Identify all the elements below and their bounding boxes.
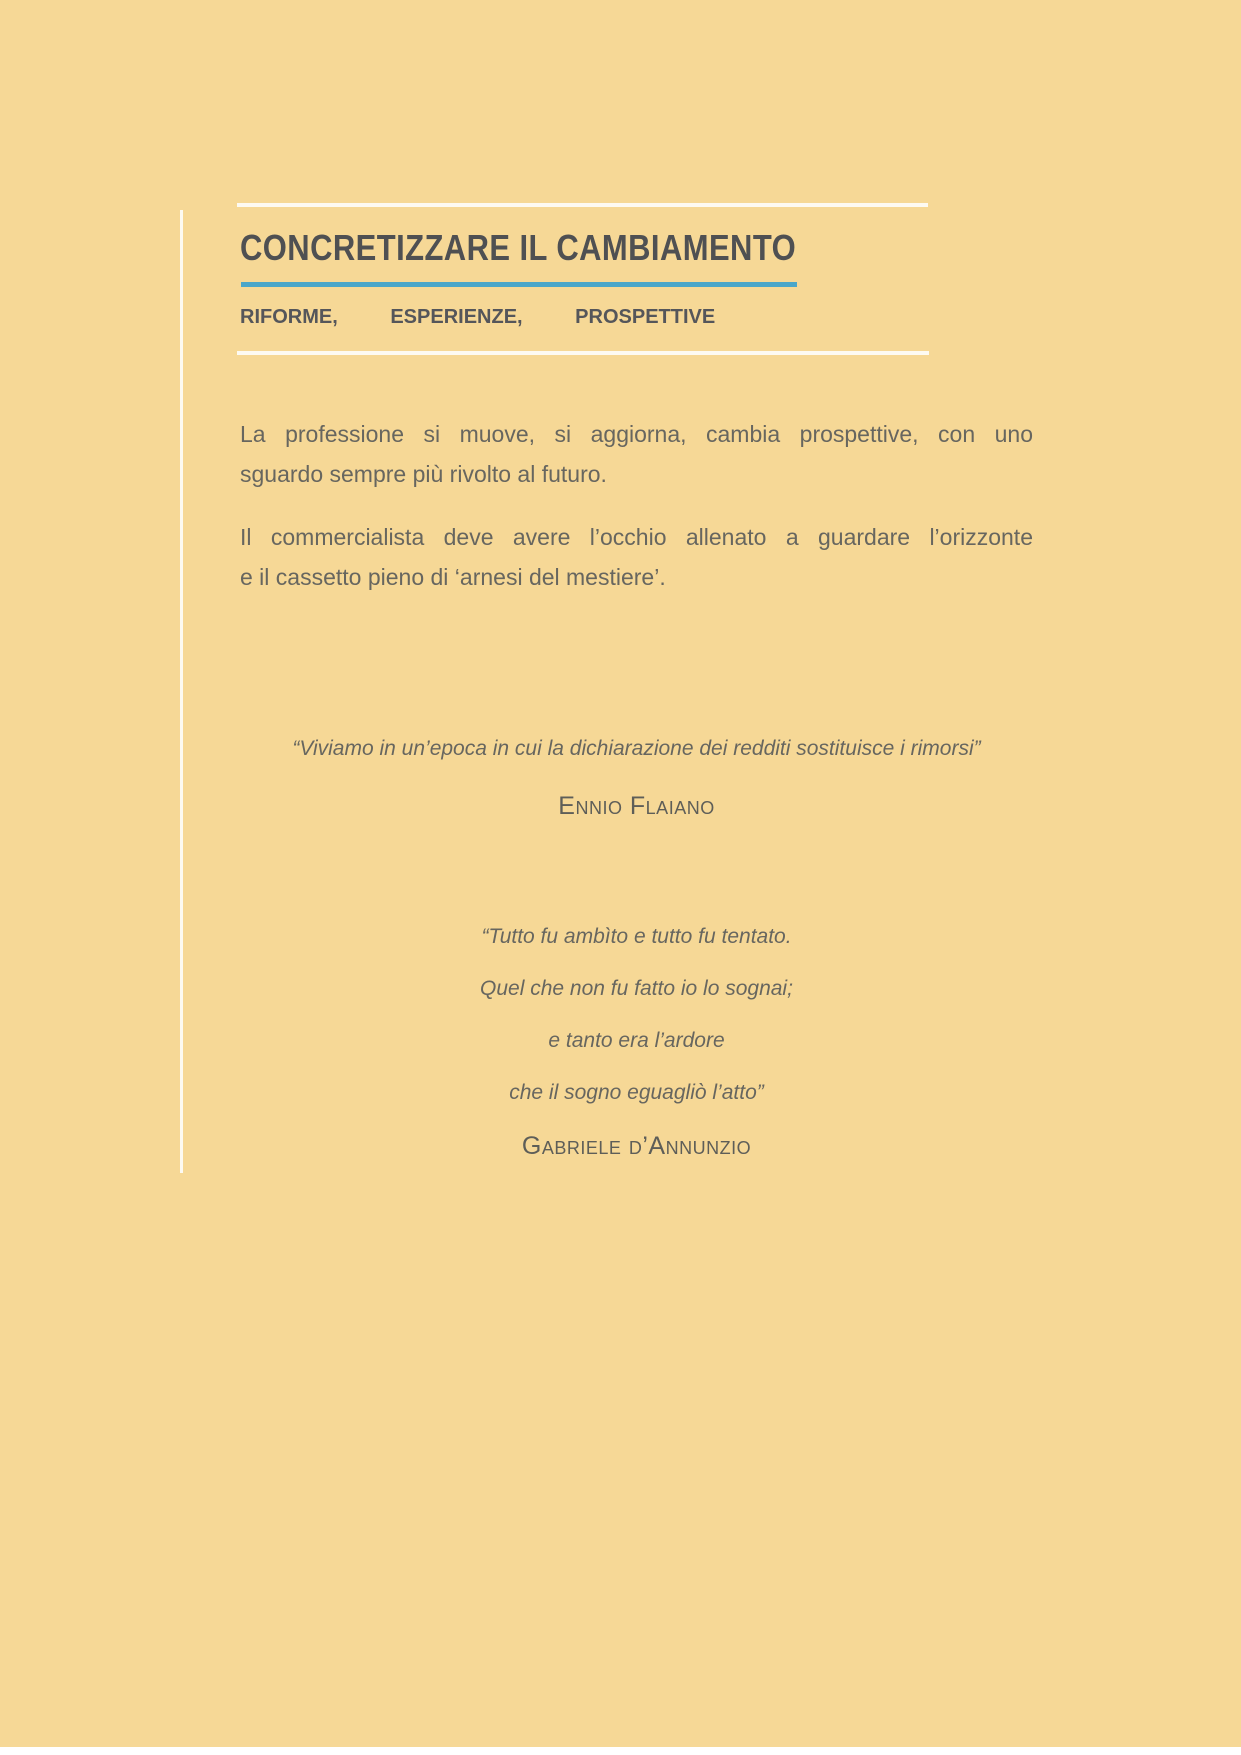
page-title: CONCRETIZZARE IL CAMBIAMENTO xyxy=(240,227,797,268)
title-underline xyxy=(241,282,797,287)
top-rule xyxy=(237,203,928,207)
quote-dannunzio-attribution: Gabriele d’Annunzio xyxy=(521,1132,752,1160)
quote-dannunzio-line-1: “Tutto fu ambìto e tutto fu tentato. xyxy=(481,925,792,948)
quote-dannunzio-line-3: e tanto era l’ardore xyxy=(548,1029,725,1052)
body-paragraph-1 xyxy=(240,414,1033,494)
body-paragraph-1-line-2: sguardo sempre più rivolto al futuro. xyxy=(240,461,607,487)
page-subtitle xyxy=(240,306,715,328)
subtitle-word-esperienze: ESPERIENZE, xyxy=(390,306,523,328)
subtitle-word-prospettive: PROSPETTIVE xyxy=(575,306,716,328)
body-paragraph-2-line-2: e il cassetto pieno di ‘arnesi del mestiere’. xyxy=(240,564,666,590)
subtitle-word-riforme: RIFORME, xyxy=(240,306,338,328)
body-paragraph-2-line-1: Il commercialista deve avere l’occhio allenato a guardare l’orizzonte xyxy=(240,524,1033,550)
mid-rule xyxy=(237,351,929,355)
quote-flaiano: “Viviamo in un’epoca in cui la dichiarazione dei redditi sostituisce i rimorsi” xyxy=(292,737,981,760)
body-paragraph-2 xyxy=(240,517,1033,597)
quote-flaiano-attribution: Ennio Flaiano xyxy=(558,792,715,820)
body-paragraph-1-line-1: La professione si muove, si aggiorna, cambia prospettive, con uno xyxy=(240,421,1033,447)
quote-dannunzio xyxy=(240,911,1033,1119)
left-vertical-rule xyxy=(180,210,183,1173)
quote-dannunzio-line-2: Quel che non fu fatto io lo sognai; xyxy=(480,977,793,1000)
quote-dannunzio-line-4: che il sogno eguagliò l’atto” xyxy=(509,1081,764,1104)
